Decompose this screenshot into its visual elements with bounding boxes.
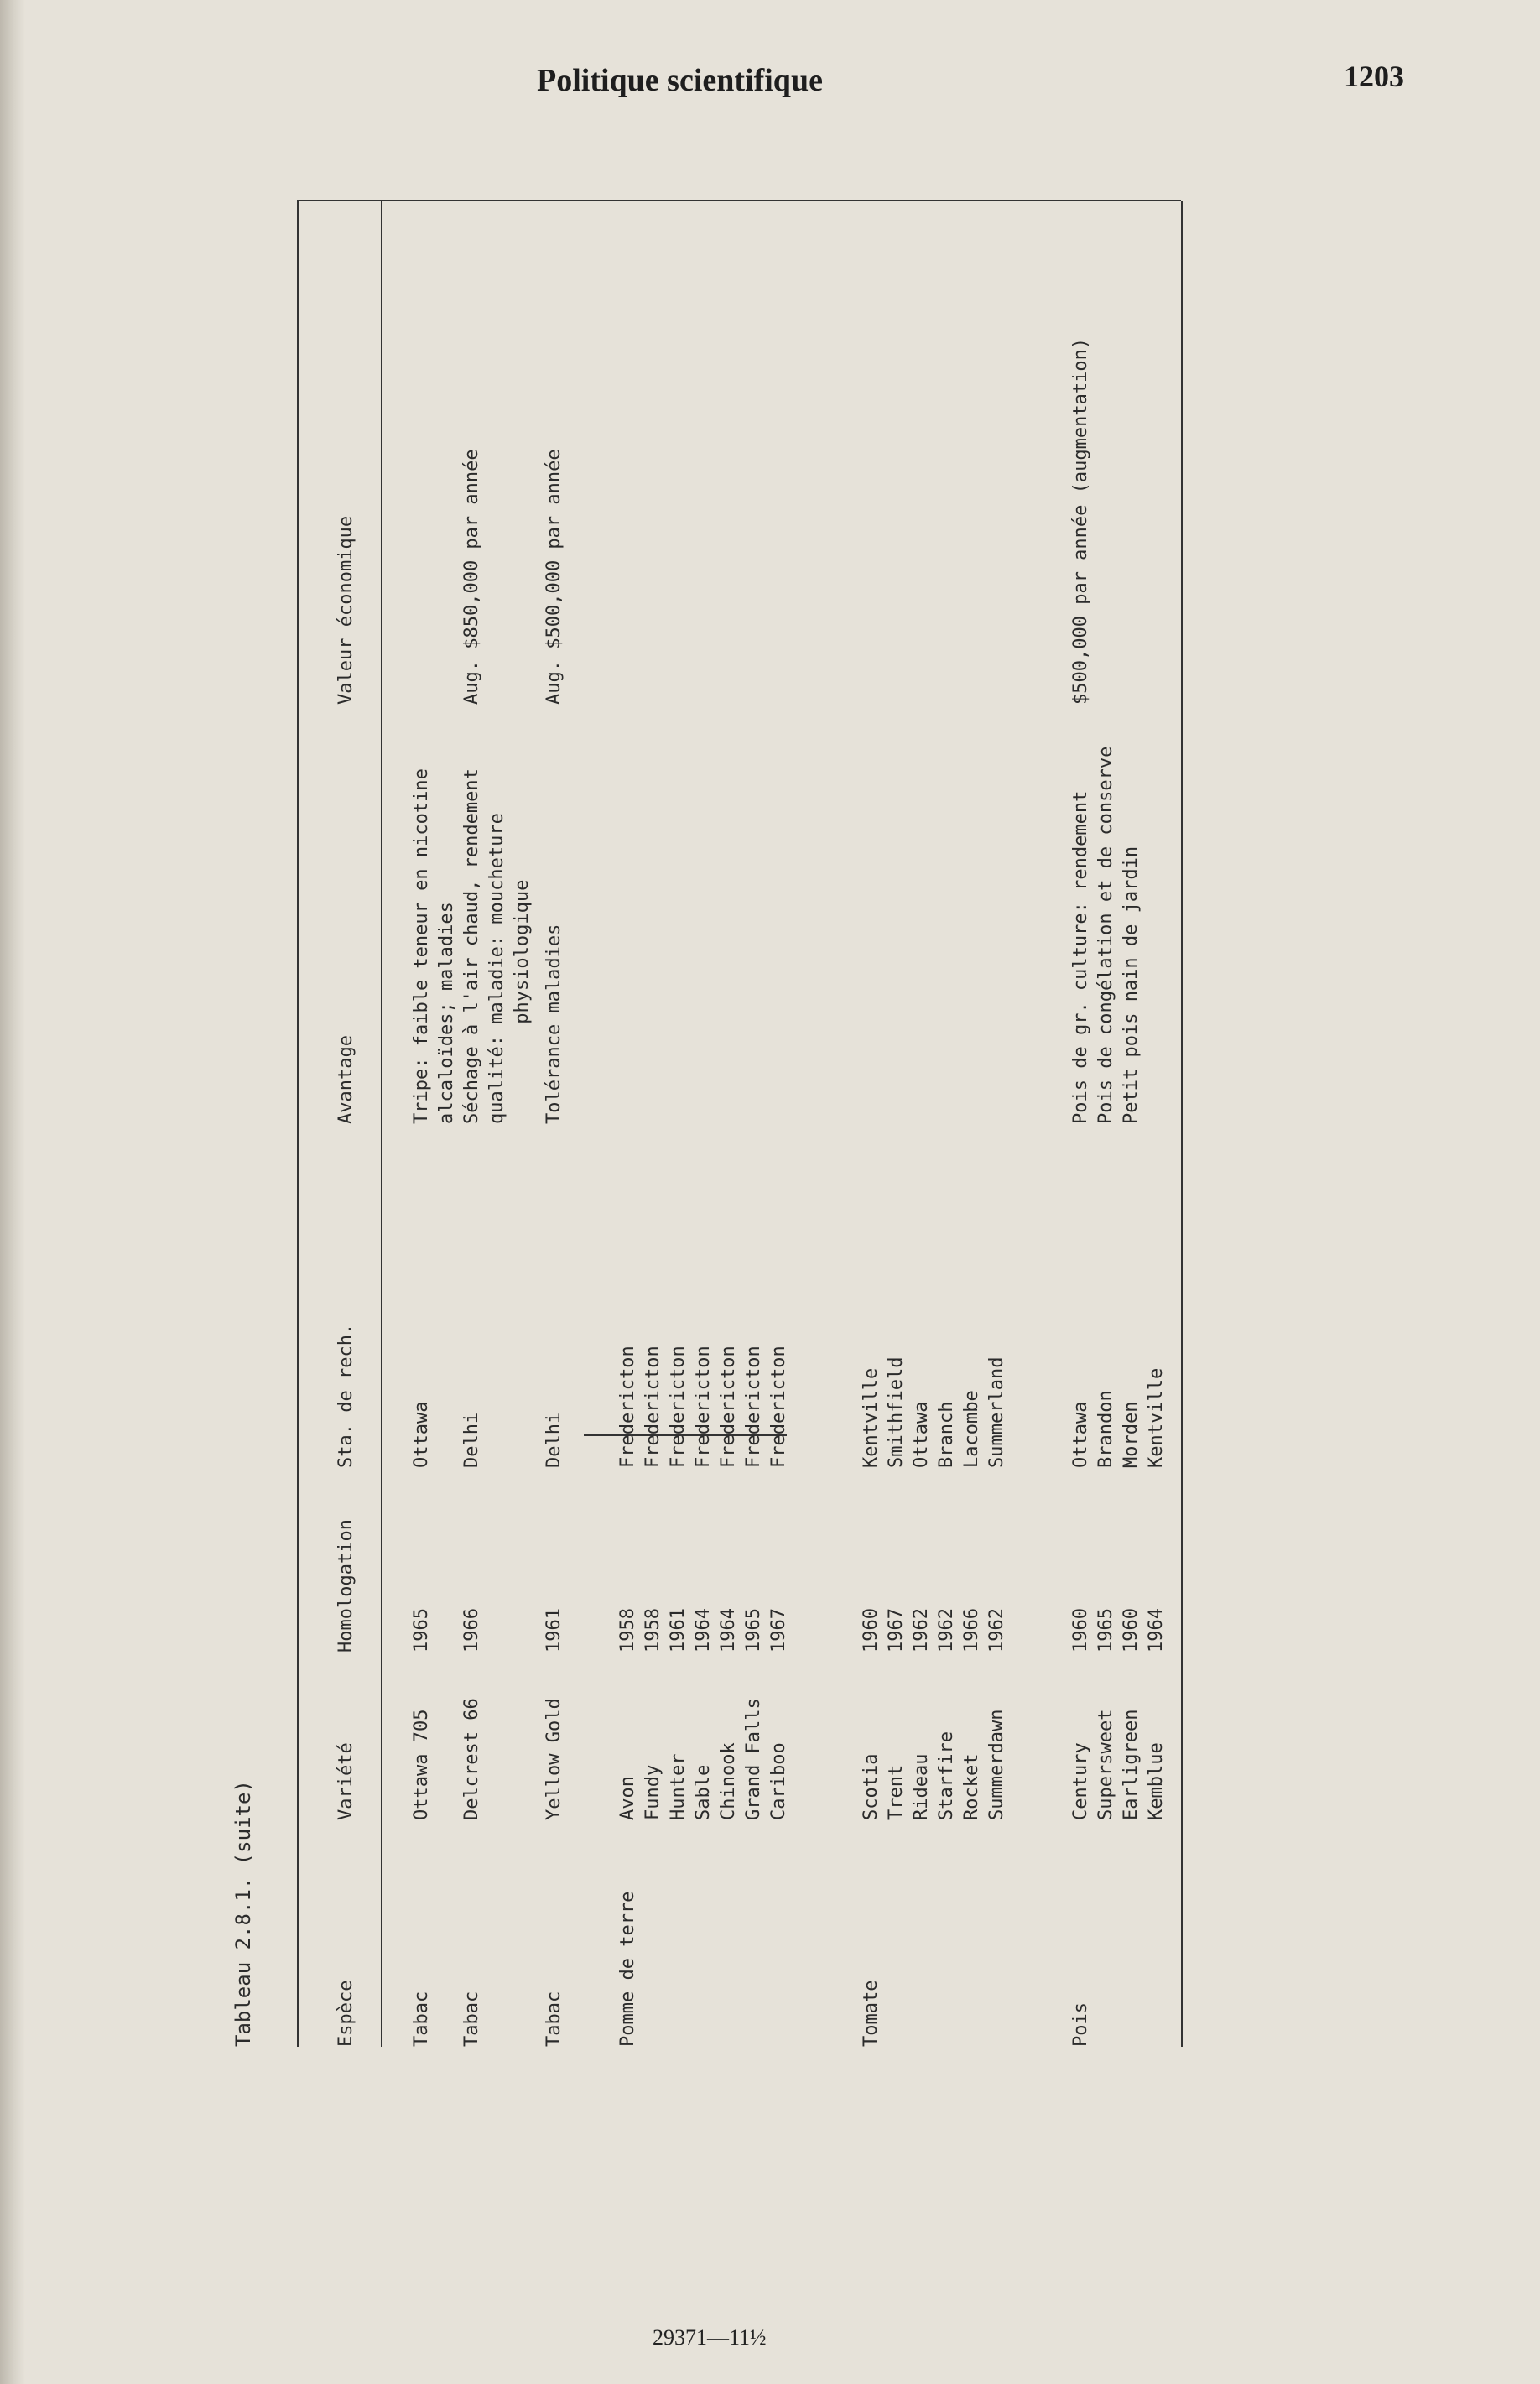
page-header — [0, 0, 1540, 151]
col-header-station: Sta. de rech. — [336, 1323, 356, 1468]
cell-station: Fredericton Fredericton Fredericton Fredericton Fredericton Fredericton Fredericton — [617, 1346, 789, 1468]
cell-avantage: Séchage à l'air chaud, rendement qualité: maladie: moucheture physiologique — [461, 768, 533, 1124]
cell-homologation: 1960 1965 1960 1964 — [1070, 1608, 1167, 1653]
table-top-rule — [297, 201, 299, 2047]
cell-homologation: 1961 — [544, 1608, 564, 1653]
cell-variete: Delcrest 66 — [461, 1698, 482, 1820]
cell-espece: Tabac — [461, 1991, 482, 2047]
cell-espece: Tomate — [861, 1980, 882, 2047]
cell-espece: Pois — [1070, 2002, 1091, 2047]
cell-valeur: $500,000 par année (augmentation) — [1070, 337, 1091, 705]
col-header-variete: Variété — [336, 1742, 356, 1820]
cell-homologation: 1966 — [461, 1608, 482, 1653]
cell-station: Ottawa — [411, 1401, 432, 1468]
cell-variete: Avon Fundy Hunter Sable Chinook Grand Falls Cariboo — [617, 1698, 789, 1820]
cell-variete: Century Supersweet Earligreen Kemblue — [1070, 1709, 1167, 1820]
header-rule — [381, 201, 382, 2047]
scan-shadow — [0, 0, 25, 2384]
cell-variete: Ottawa 705 — [411, 1709, 432, 1820]
table-right-rule — [297, 200, 1181, 201]
col-header-valeur: Valeur économique — [336, 515, 356, 705]
cell-valeur: Aug. $850,000 par année — [461, 449, 482, 705]
cell-station: Delhi — [544, 1412, 564, 1468]
cell-variete: Yellow Gold — [544, 1698, 564, 1820]
cell-homologation: 1960 1967 1962 1962 1966 1962 — [861, 1608, 1007, 1653]
cell-espece: Tabac — [411, 1991, 432, 2047]
table-bottom-rule — [1181, 201, 1183, 2047]
cell-avantage: Tolérance maladies — [544, 924, 564, 1124]
cell-variete: Scotia Trent Rideau Starfire Rocket Summerdawn — [861, 1709, 1007, 1820]
cell-homologation: 1958 1958 1961 1964 1964 1965 1967 — [617, 1608, 789, 1653]
running-title: Politique scientifique — [537, 63, 823, 98]
cell-station: Ottawa Brandon Morden Kentville — [1070, 1367, 1167, 1468]
cell-station: Kentville Smithfield Ottawa Branch Lacombe Summerland — [861, 1356, 1007, 1468]
cell-avantage: Tripe: faible teneur en nicotine alcaloïdes; maladies — [411, 768, 457, 1124]
col-header-espece: Espèce — [336, 1980, 356, 2047]
footer-code: 29371—11½ — [653, 2325, 767, 2350]
cell-espece: Pomme de terre — [617, 1891, 638, 2047]
col-header-homologation: Homologation — [336, 1519, 356, 1653]
cell-homologation: 1965 — [411, 1608, 432, 1653]
rotated-table — [190, 168, 1196, 2047]
col-header-avantage: Avantage — [336, 1035, 356, 1124]
cell-espece: Tabac — [544, 1991, 564, 2047]
page-number: 1203 — [1344, 60, 1404, 93]
cell-valeur: Aug. $500,000 par année — [544, 449, 564, 705]
table-caption: Tableau 2.8.1. (suite) — [232, 1780, 255, 2047]
cell-avantage: Pois de gr. culture: rendement Pois de congélation et de conserve Petit pois nain de jardin — [1070, 746, 1142, 1124]
cell-station: Delhi — [461, 1412, 482, 1468]
